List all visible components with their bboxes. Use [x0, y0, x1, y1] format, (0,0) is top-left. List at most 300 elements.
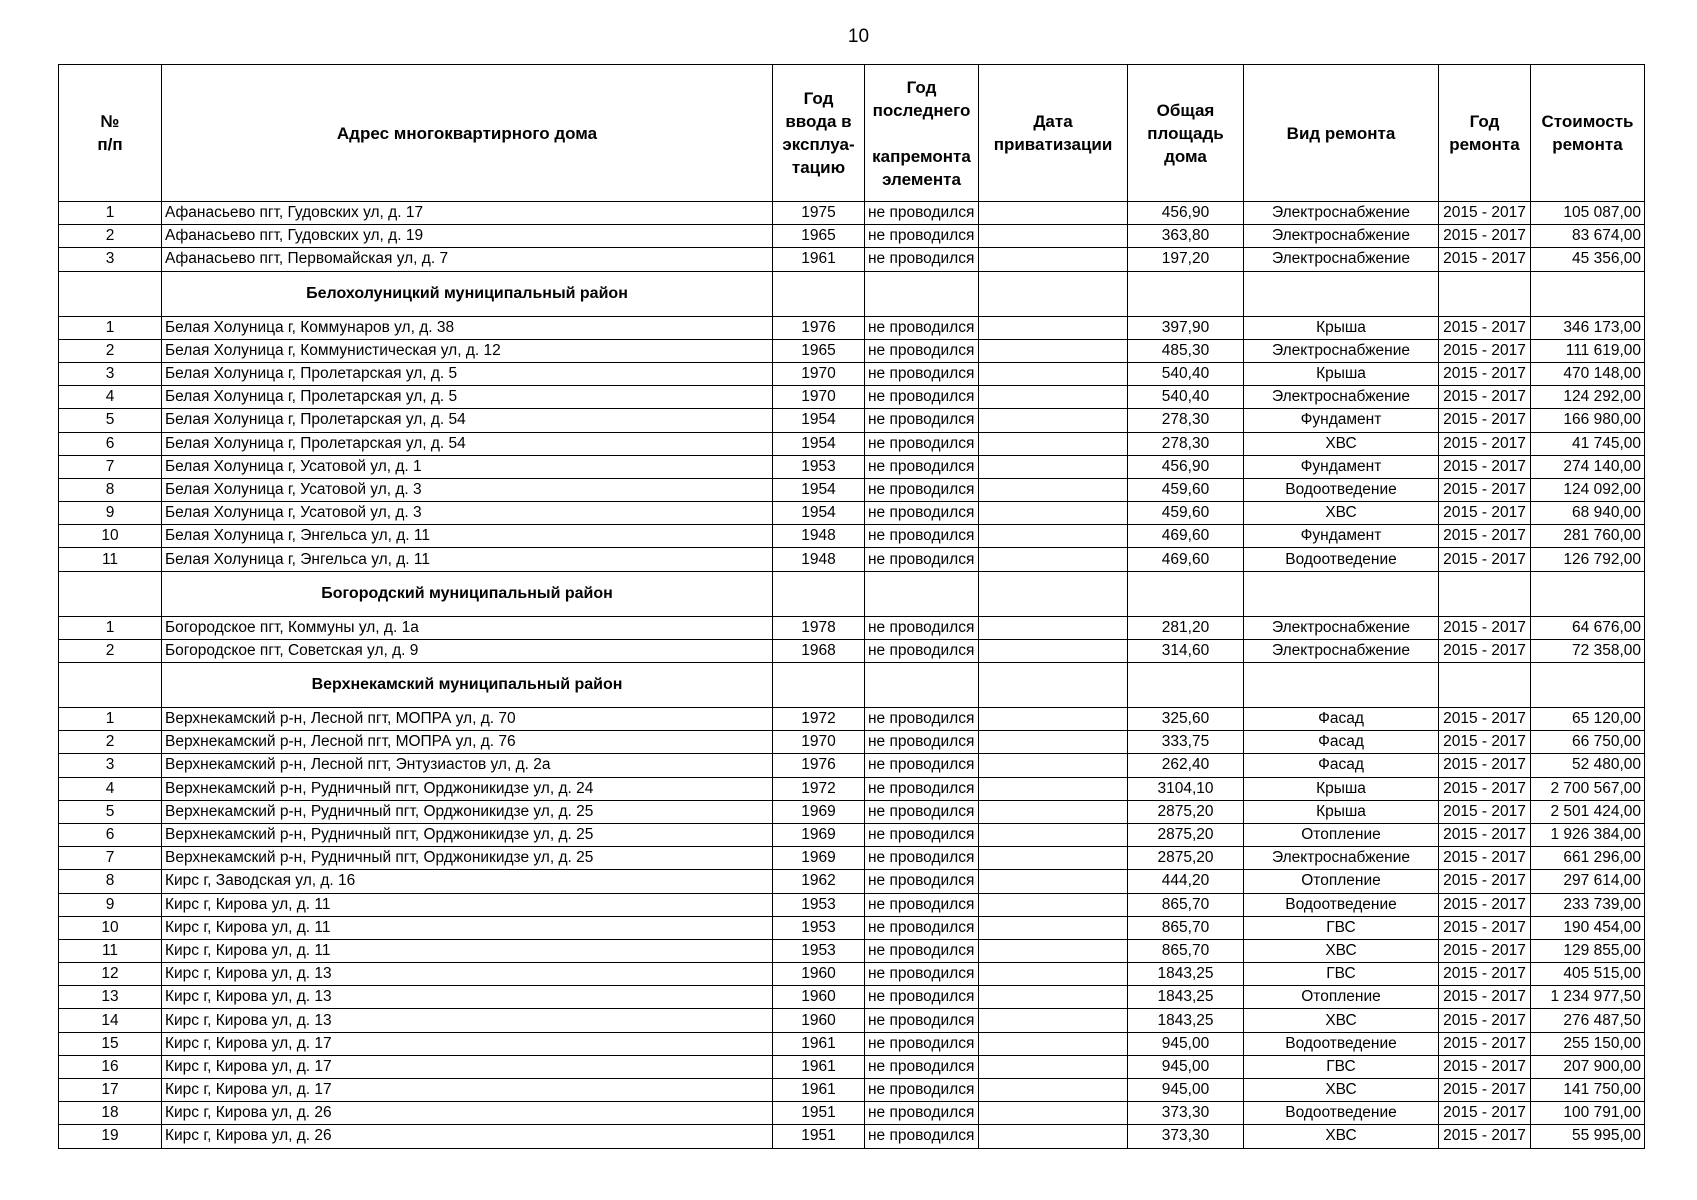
year-built-cell: 1970 [773, 386, 865, 409]
repair-year-cell: 2015 - 2017 [1439, 939, 1531, 962]
area-cell: 1843,25 [1128, 1009, 1244, 1032]
privatization-cell [979, 639, 1128, 662]
empty-cell [1244, 271, 1439, 316]
privatization-cell [979, 1009, 1128, 1032]
address-cell: Кирс г, Кирова ул, д. 17 [162, 1032, 773, 1055]
empty-cell [773, 271, 865, 316]
year-built-cell: 1972 [773, 777, 865, 800]
privatization-cell [979, 386, 1128, 409]
empty-cell [59, 271, 162, 316]
repair-year-cell: 2015 - 2017 [1439, 777, 1531, 800]
area-cell: 469,60 [1128, 525, 1244, 548]
empty-cell [1531, 271, 1645, 316]
year-built-cell: 1976 [773, 754, 865, 777]
table-row [59, 248, 1645, 271]
address-cell: Верхнекамский р-н, Лесной пгт, МОПРА ул, д. 76 [162, 731, 773, 754]
empty-cell [1439, 271, 1531, 316]
area-cell: 865,70 [1128, 916, 1244, 939]
year-built-cell: 1970 [773, 362, 865, 385]
row-number: 10 [59, 525, 162, 548]
privatization-cell [979, 502, 1128, 525]
privatization-cell [979, 1055, 1128, 1078]
repair-type-cell: Фундамент [1244, 409, 1439, 432]
area-cell: 3104,10 [1128, 777, 1244, 800]
repair-year-cell: 2015 - 2017 [1439, 1102, 1531, 1125]
year-built-cell: 1968 [773, 639, 865, 662]
table-row [59, 800, 1645, 823]
row-number: 10 [59, 916, 162, 939]
repair-type-cell: Электроснабжение [1244, 386, 1439, 409]
address-cell: Кирс г, Кирова ул, д. 11 [162, 939, 773, 962]
year-built-cell: 1972 [773, 708, 865, 731]
table-row [59, 777, 1645, 800]
repair-year-cell: 2015 - 2017 [1439, 754, 1531, 777]
last-repair-cell: не проводился [865, 548, 979, 571]
address-cell: Верхнекамский р-н, Рудничный пгт, Орджоникидзе ул, д. 25 [162, 800, 773, 823]
year-built-cell: 1961 [773, 1055, 865, 1078]
privatization-cell [979, 963, 1128, 986]
table-row [59, 916, 1645, 939]
area-cell: 397,90 [1128, 316, 1244, 339]
last-repair-cell: не проводился [865, 316, 979, 339]
district-header-row [59, 571, 1645, 616]
area-cell: 373,30 [1128, 1102, 1244, 1125]
year-built-cell: 1954 [773, 409, 865, 432]
repair-type-cell: Фасад [1244, 708, 1439, 731]
area-cell: 314,60 [1128, 639, 1244, 662]
cost-cell: 207 900,00 [1531, 1055, 1645, 1078]
privatization-cell [979, 339, 1128, 362]
table-row [59, 202, 1645, 225]
table-row [59, 339, 1645, 362]
year-built-cell: 1960 [773, 1009, 865, 1032]
cost-cell: 1 234 977,50 [1531, 986, 1645, 1009]
address-cell: Кирс г, Кирова ул, д. 11 [162, 916, 773, 939]
table-row [59, 548, 1645, 571]
year-built-cell: 1960 [773, 986, 865, 1009]
address-cell: Кирс г, Кирова ул, д. 13 [162, 1009, 773, 1032]
row-number: 3 [59, 754, 162, 777]
row-number: 9 [59, 893, 162, 916]
repair-type-cell: ХВС [1244, 1125, 1439, 1148]
repair-year-cell: 2015 - 2017 [1439, 1125, 1531, 1148]
cost-cell: 124 292,00 [1531, 386, 1645, 409]
year-built-cell: 1953 [773, 455, 865, 478]
area-cell: 373,30 [1128, 1125, 1244, 1148]
district-header-row [59, 663, 1645, 708]
row-number: 2 [59, 225, 162, 248]
repair-year-cell: 2015 - 2017 [1439, 386, 1531, 409]
privatization-cell [979, 870, 1128, 893]
empty-cell [1531, 663, 1645, 708]
row-number: 2 [59, 731, 162, 754]
row-number: 1 [59, 616, 162, 639]
privatization-cell [979, 916, 1128, 939]
last-repair-cell: не проводился [865, 1102, 979, 1125]
repair-year-cell: 2015 - 2017 [1439, 502, 1531, 525]
repair-type-cell: Водоотведение [1244, 1102, 1439, 1125]
privatization-cell [979, 1125, 1128, 1148]
year-built-cell: 1953 [773, 916, 865, 939]
area-cell: 540,40 [1128, 362, 1244, 385]
area-cell: 540,40 [1128, 386, 1244, 409]
area-cell: 469,60 [1128, 548, 1244, 571]
table-row [59, 823, 1645, 846]
row-number: 15 [59, 1032, 162, 1055]
table-row [59, 1125, 1645, 1148]
table-row [59, 870, 1645, 893]
cost-cell: 281 760,00 [1531, 525, 1645, 548]
table-row [59, 225, 1645, 248]
repair-type-cell: Фасад [1244, 731, 1439, 754]
empty-cell [865, 571, 979, 616]
table-row [59, 1102, 1645, 1125]
header-privatization: Дата приватизации [979, 65, 1128, 202]
empty-cell [1244, 571, 1439, 616]
privatization-cell [979, 202, 1128, 225]
privatization-cell [979, 525, 1128, 548]
area-cell: 945,00 [1128, 1079, 1244, 1102]
year-built-cell: 1953 [773, 893, 865, 916]
repair-year-cell: 2015 - 2017 [1439, 823, 1531, 846]
year-built-cell: 1962 [773, 870, 865, 893]
privatization-cell [979, 316, 1128, 339]
last-repair-cell: не проводился [865, 754, 979, 777]
last-repair-cell: не проводился [865, 248, 979, 271]
privatization-cell [979, 893, 1128, 916]
repair-year-cell: 2015 - 2017 [1439, 409, 1531, 432]
area-cell: 363,80 [1128, 225, 1244, 248]
last-repair-cell: не проводился [865, 986, 979, 1009]
last-repair-cell: не проводился [865, 731, 979, 754]
row-number: 1 [59, 202, 162, 225]
empty-cell [979, 663, 1128, 708]
last-repair-cell: не проводился [865, 616, 979, 639]
row-number: 11 [59, 939, 162, 962]
privatization-cell [979, 362, 1128, 385]
empty-cell [1128, 571, 1244, 616]
area-cell: 262,40 [1128, 754, 1244, 777]
table-row [59, 1079, 1645, 1102]
address-cell: Белая Холуница г, Усатовой ул, д. 3 [162, 502, 773, 525]
area-cell: 1843,25 [1128, 963, 1244, 986]
row-number: 16 [59, 1055, 162, 1078]
year-built-cell: 1951 [773, 1125, 865, 1148]
repair-year-cell: 2015 - 2017 [1439, 478, 1531, 501]
privatization-cell [979, 616, 1128, 639]
row-number: 5 [59, 800, 162, 823]
year-built-cell: 1965 [773, 339, 865, 362]
privatization-cell [979, 847, 1128, 870]
last-repair-cell: не проводился [865, 525, 979, 548]
address-cell: Белая Холуница г, Усатовой ул, д. 1 [162, 455, 773, 478]
header-num: № п/п [59, 65, 162, 202]
header-row [59, 65, 1645, 202]
last-repair-cell: не проводился [865, 202, 979, 225]
repair-year-cell: 2015 - 2017 [1439, 731, 1531, 754]
cost-cell: 83 674,00 [1531, 225, 1645, 248]
area-cell: 2875,20 [1128, 823, 1244, 846]
row-number: 2 [59, 639, 162, 662]
row-number: 3 [59, 362, 162, 385]
address-cell: Кирс г, Кирова ул, д. 17 [162, 1079, 773, 1102]
repair-register-table [58, 64, 1645, 1149]
cost-cell: 65 120,00 [1531, 708, 1645, 731]
area-cell: 333,75 [1128, 731, 1244, 754]
repair-year-cell: 2015 - 2017 [1439, 248, 1531, 271]
repair-type-cell: ГВС [1244, 963, 1439, 986]
year-built-cell: 1965 [773, 225, 865, 248]
last-repair-cell: не проводился [865, 777, 979, 800]
address-cell: Афанасьево пгт, Гудовских ул, д. 17 [162, 202, 773, 225]
address-cell: Кирс г, Кирова ул, д. 17 [162, 1055, 773, 1078]
cost-cell: 72 358,00 [1531, 639, 1645, 662]
privatization-cell [979, 548, 1128, 571]
repair-type-cell: ГВС [1244, 1055, 1439, 1078]
privatization-cell [979, 1102, 1128, 1125]
area-cell: 485,30 [1128, 339, 1244, 362]
repair-year-cell: 2015 - 2017 [1439, 616, 1531, 639]
year-built-cell: 1948 [773, 548, 865, 571]
repair-year-cell: 2015 - 2017 [1439, 548, 1531, 571]
page-number: 10 [847, 26, 870, 47]
repair-year-cell: 2015 - 2017 [1439, 1055, 1531, 1078]
address-cell: Белая Холуница г, Усатовой ул, д. 3 [162, 478, 773, 501]
table-row [59, 1055, 1645, 1078]
row-number: 1 [59, 316, 162, 339]
repair-type-cell: Фундамент [1244, 455, 1439, 478]
last-repair-cell: не проводился [865, 939, 979, 962]
last-repair-cell: не проводился [865, 847, 979, 870]
year-built-cell: 1961 [773, 248, 865, 271]
area-cell: 281,20 [1128, 616, 1244, 639]
table-row [59, 986, 1645, 1009]
empty-cell [1128, 271, 1244, 316]
table-row [59, 963, 1645, 986]
header-year-built: Год ввода в эксплуа-тацию [773, 65, 865, 202]
header-cost: Стоимость ремонта [1531, 65, 1645, 202]
area-cell: 278,30 [1128, 432, 1244, 455]
year-built-cell: 1976 [773, 316, 865, 339]
area-cell: 444,20 [1128, 870, 1244, 893]
repair-type-cell: ХВС [1244, 502, 1439, 525]
empty-cell [1244, 663, 1439, 708]
year-built-cell: 1969 [773, 847, 865, 870]
area-cell: 945,00 [1128, 1055, 1244, 1078]
cost-cell: 276 487,50 [1531, 1009, 1645, 1032]
empty-cell [59, 663, 162, 708]
header-repair-year: Год ремонта [1439, 65, 1531, 202]
repair-type-cell: Электроснабжение [1244, 248, 1439, 271]
privatization-cell [979, 731, 1128, 754]
privatization-cell [979, 248, 1128, 271]
year-built-cell: 1954 [773, 478, 865, 501]
empty-cell [773, 663, 865, 708]
address-cell: Кирс г, Кирова ул, д. 13 [162, 963, 773, 986]
empty-cell [1439, 663, 1531, 708]
privatization-cell [979, 1032, 1128, 1055]
row-number: 17 [59, 1079, 162, 1102]
district-name: Белохолуницкий муниципальный район [162, 271, 773, 316]
table-row [59, 893, 1645, 916]
address-cell: Богородское пгт, Советская ул, д. 9 [162, 639, 773, 662]
district-header-row [59, 271, 1645, 316]
privatization-cell [979, 800, 1128, 823]
address-cell: Богородское пгт, Коммуны ул, д. 1а [162, 616, 773, 639]
address-cell: Кирс г, Кирова ул, д. 26 [162, 1125, 773, 1148]
row-number: 5 [59, 409, 162, 432]
table-row [59, 455, 1645, 478]
repair-year-cell: 2015 - 2017 [1439, 639, 1531, 662]
repair-type-cell: ХВС [1244, 939, 1439, 962]
repair-year-cell: 2015 - 2017 [1439, 316, 1531, 339]
table-row [59, 639, 1645, 662]
last-repair-cell: не проводился [865, 409, 979, 432]
row-number: 2 [59, 339, 162, 362]
last-repair-cell: не проводился [865, 478, 979, 501]
repair-type-cell: Фундамент [1244, 525, 1439, 548]
year-built-cell: 1969 [773, 800, 865, 823]
repair-type-cell: ГВС [1244, 916, 1439, 939]
address-cell: Белая Холуница г, Пролетарская ул, д. 5 [162, 362, 773, 385]
repair-type-cell: ХВС [1244, 1009, 1439, 1032]
table-row [59, 525, 1645, 548]
last-repair-cell: не проводился [865, 455, 979, 478]
empty-cell [979, 571, 1128, 616]
table-row [59, 731, 1645, 754]
last-repair-cell: не проводился [865, 386, 979, 409]
last-repair-cell: не проводился [865, 1055, 979, 1078]
repair-year-cell: 2015 - 2017 [1439, 1079, 1531, 1102]
cost-cell: 45 356,00 [1531, 248, 1645, 271]
table-row [59, 754, 1645, 777]
repair-type-cell: Электроснабжение [1244, 339, 1439, 362]
repair-type-cell: Крыша [1244, 362, 1439, 385]
cost-cell: 64 676,00 [1531, 616, 1645, 639]
last-repair-cell: не проводился [865, 502, 979, 525]
row-number: 4 [59, 386, 162, 409]
privatization-cell [979, 823, 1128, 846]
cost-cell: 2 501 424,00 [1531, 800, 1645, 823]
repair-type-cell: Отопление [1244, 986, 1439, 1009]
address-cell: Верхнекамский р-н, Рудничный пгт, Орджоникидзе ул, д. 25 [162, 847, 773, 870]
area-cell: 325,60 [1128, 708, 1244, 731]
year-built-cell: 1970 [773, 731, 865, 754]
address-cell: Белая Холуница г, Энгельса ул, д. 11 [162, 548, 773, 571]
last-repair-cell: не проводился [865, 708, 979, 731]
address-cell: Афанасьево пгт, Первомайская ул, д. 7 [162, 248, 773, 271]
row-number: 13 [59, 986, 162, 1009]
year-built-cell: 1960 [773, 963, 865, 986]
privatization-cell [979, 754, 1128, 777]
repair-year-cell: 2015 - 2017 [1439, 1032, 1531, 1055]
area-cell: 865,70 [1128, 939, 1244, 962]
cost-cell: 124 092,00 [1531, 478, 1645, 501]
privatization-cell [979, 986, 1128, 1009]
year-built-cell: 1951 [773, 1102, 865, 1125]
repair-year-cell: 2015 - 2017 [1439, 986, 1531, 1009]
last-repair-cell: не проводился [865, 963, 979, 986]
row-number: 7 [59, 455, 162, 478]
year-built-cell: 1948 [773, 525, 865, 548]
row-number: 3 [59, 248, 162, 271]
table-row [59, 316, 1645, 339]
area-cell: 2875,20 [1128, 847, 1244, 870]
year-built-cell: 1975 [773, 202, 865, 225]
repair-type-cell: Водоотведение [1244, 548, 1439, 571]
empty-cell [1439, 571, 1531, 616]
area-cell: 197,20 [1128, 248, 1244, 271]
privatization-cell [979, 939, 1128, 962]
address-cell: Верхнекамский р-н, Рудничный пгт, Орджоникидзе ул, д. 25 [162, 823, 773, 846]
repair-year-cell: 2015 - 2017 [1439, 225, 1531, 248]
address-cell: Белая Холуница г, Коммунистическая ул, д. 12 [162, 339, 773, 362]
table-row [59, 386, 1645, 409]
repair-year-cell: 2015 - 2017 [1439, 455, 1531, 478]
cost-cell: 470 148,00 [1531, 362, 1645, 385]
privatization-cell [979, 1079, 1128, 1102]
repair-year-cell: 2015 - 2017 [1439, 916, 1531, 939]
address-cell: Белая Холуница г, Пролетарская ул, д. 5 [162, 386, 773, 409]
cost-cell: 129 855,00 [1531, 939, 1645, 962]
privatization-cell [979, 409, 1128, 432]
row-number: 1 [59, 708, 162, 731]
empty-cell [1531, 571, 1645, 616]
repair-type-cell: Электроснабжение [1244, 847, 1439, 870]
last-repair-cell: не проводился [865, 870, 979, 893]
area-cell: 456,90 [1128, 202, 1244, 225]
last-repair-cell: не проводился [865, 639, 979, 662]
repair-type-cell: Отопление [1244, 870, 1439, 893]
last-repair-cell: не проводился [865, 362, 979, 385]
repair-year-cell: 2015 - 2017 [1439, 893, 1531, 916]
cost-cell: 233 739,00 [1531, 893, 1645, 916]
table-row [59, 616, 1645, 639]
row-number: 6 [59, 432, 162, 455]
year-built-cell: 1978 [773, 616, 865, 639]
cost-cell: 100 791,00 [1531, 1102, 1645, 1125]
table-row [59, 1032, 1645, 1055]
year-built-cell: 1953 [773, 939, 865, 962]
repair-type-cell: Отопление [1244, 823, 1439, 846]
header-address: Адрес многоквартирного дома [162, 65, 773, 202]
repair-year-cell: 2015 - 2017 [1439, 870, 1531, 893]
row-number: 4 [59, 777, 162, 800]
cost-cell: 661 296,00 [1531, 847, 1645, 870]
header-repair-type: Вид ремонта [1244, 65, 1439, 202]
repair-type-cell: ХВС [1244, 432, 1439, 455]
year-built-cell: 1954 [773, 502, 865, 525]
address-cell: Кирс г, Заводская ул, д. 16 [162, 870, 773, 893]
cost-cell: 141 750,00 [1531, 1079, 1645, 1102]
repair-year-cell: 2015 - 2017 [1439, 1009, 1531, 1032]
row-number: 14 [59, 1009, 162, 1032]
district-name: Богородский муниципальный район [162, 571, 773, 616]
repair-year-cell: 2015 - 2017 [1439, 963, 1531, 986]
cost-cell: 126 792,00 [1531, 548, 1645, 571]
year-built-cell: 1961 [773, 1032, 865, 1055]
cost-cell: 274 140,00 [1531, 455, 1645, 478]
last-repair-cell: не проводился [865, 1009, 979, 1032]
empty-cell [865, 271, 979, 316]
address-cell: Кирс г, Кирова ул, д. 26 [162, 1102, 773, 1125]
area-cell: 865,70 [1128, 893, 1244, 916]
table-row [59, 1009, 1645, 1032]
repair-year-cell: 2015 - 2017 [1439, 432, 1531, 455]
row-number: 9 [59, 502, 162, 525]
address-cell: Белая Холуница г, Энгельса ул, д. 11 [162, 525, 773, 548]
row-number: 19 [59, 1125, 162, 1148]
